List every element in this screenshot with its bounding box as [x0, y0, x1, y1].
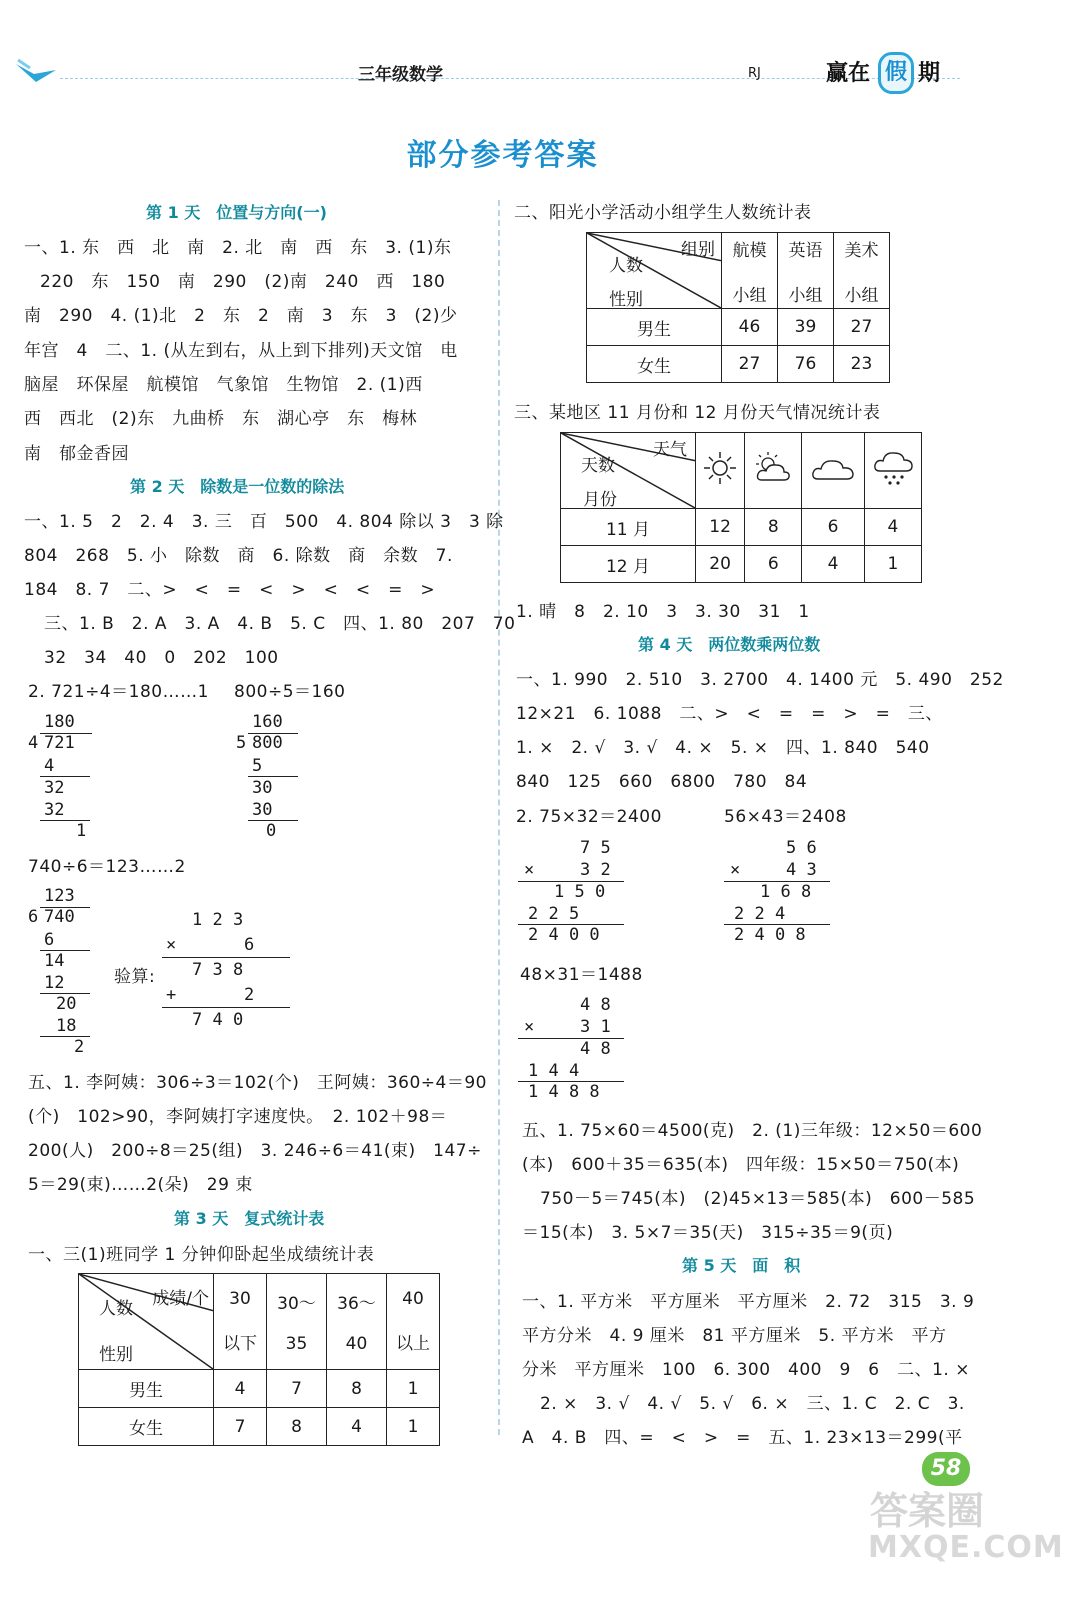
- operand: 1 2 3: [192, 910, 244, 930]
- row-label: 女生: [79, 1408, 214, 1446]
- table-cell: 8: [266, 1408, 326, 1446]
- rule: [162, 1007, 290, 1008]
- brand-text-1: 赢在: [826, 61, 871, 86]
- operand: 7 5: [580, 838, 611, 858]
- equation: 48×31＝1488: [520, 965, 643, 985]
- table-cell: 76: [778, 346, 834, 383]
- table-header: 航模 小组: [722, 233, 778, 309]
- equation: 740÷6＝123……2: [28, 857, 186, 877]
- page-number: 58: [922, 1452, 970, 1486]
- table-cell: 46: [722, 309, 778, 346]
- partial: 2 2 4: [734, 904, 786, 924]
- diag-label: 性别: [609, 290, 643, 310]
- header-edition: RJ: [748, 66, 761, 81]
- remainder: 2: [74, 1037, 85, 1057]
- day4-line: 1. × 2. √ 3. √ 4. × 5. × 四、1. 840 540: [516, 738, 930, 758]
- day5-line: 一、1. 平方米 平方厘米 平方厘米 2. 72 315 3. 9: [522, 1292, 975, 1312]
- rule: [162, 957, 290, 958]
- table-cell: 7: [266, 1370, 326, 1408]
- day4-line: ＝15(本) 3. 5×7＝35(天) 315÷35＝9(页): [522, 1223, 894, 1243]
- rule: [248, 776, 298, 777]
- row-label: 12 月: [561, 546, 696, 583]
- operand: 5 6: [786, 838, 817, 858]
- operand: 2: [244, 985, 255, 1005]
- day2-line: 三、1. B 2. A 3. A 4. B 5. C 四、1. 80 207 70: [44, 614, 516, 634]
- partial: 1 4 4: [528, 1061, 580, 1081]
- operand: 3 1: [580, 1017, 611, 1037]
- operand: 6: [244, 935, 255, 955]
- table-cell: 4: [214, 1370, 267, 1408]
- weather-answer: 1. 晴 8 2. 10 3 3. 30 31 1: [516, 602, 810, 622]
- step: 5: [252, 756, 263, 776]
- day1-line: 南 290 4. (1)北 2 东 2 南 3 东 3 (2)少: [24, 306, 458, 326]
- day2-title: 第 2 天 除数是一位数的除法: [130, 477, 345, 496]
- day2-line: 184 8. 7 二、> < = < > < < = >: [24, 580, 436, 600]
- diag-label: 天数: [581, 456, 615, 476]
- dividend: 800: [252, 733, 283, 753]
- check-label: 验算:: [114, 967, 156, 987]
- diag-label: 月份: [583, 490, 617, 510]
- table-cell: 6: [802, 509, 864, 546]
- operand: 4 8: [580, 995, 611, 1015]
- table3-title: 三、某地区 11 月份和 12 月份天气情况统计表: [514, 403, 881, 423]
- diag-label: 组别: [681, 240, 715, 260]
- table-cell: 20: [696, 546, 745, 583]
- day4-line: (本) 600＋35＝635(本) 四年级：15×50＝750(本): [522, 1155, 960, 1175]
- brand-text-2: 假: [878, 52, 914, 94]
- table2-title: 二、阳光小学活动小组学生人数统计表: [514, 203, 812, 223]
- product: 2 4 0 0: [528, 925, 600, 945]
- table-row: [587, 346, 890, 383]
- day2-line: 五、1. 李阿姨：306÷3＝102(个) 王阿姨：360÷4＝90: [28, 1073, 487, 1093]
- table-row: [79, 1408, 440, 1446]
- product: 1 4 8 8: [528, 1082, 600, 1102]
- equation: 56×43＝2408: [724, 807, 847, 827]
- day2-line: 200(人) 200÷8＝25(组) 3. 246÷6＝41(束) 147÷: [28, 1141, 482, 1161]
- divisor: 6: [28, 907, 39, 927]
- quotient: 180: [44, 712, 75, 732]
- row-label: 11 月: [561, 509, 696, 546]
- day4-line: 五、1. 75×60＝4500(克) 2. (1)三年级：12×50＝600: [522, 1121, 983, 1141]
- step: 20: [56, 994, 77, 1014]
- partial: 1 5 0: [554, 882, 606, 902]
- partly-cloudy-icon: [745, 433, 802, 509]
- diag-label: 人数: [609, 256, 643, 276]
- table-cell: 8: [745, 509, 802, 546]
- row-label: 男生: [587, 309, 722, 346]
- table-row: [561, 509, 922, 546]
- step: 6: [44, 930, 55, 950]
- operator: ×: [166, 935, 177, 955]
- day1-line: 南 郁金香园: [24, 444, 129, 464]
- page-title: 部分参考答案: [406, 138, 599, 173]
- sum: 7 4 0: [192, 1010, 244, 1030]
- operand: 4 3: [786, 860, 817, 880]
- product: 2 4 0 8: [734, 925, 806, 945]
- table-header: 36～ 40: [326, 1274, 386, 1370]
- table1-title: 一、三(1)班同学 1 分钟仰卧起坐成绩统计表: [28, 1245, 375, 1265]
- day1-line: 脑屋 环保屋 航模馆 气象馆 生物馆 2. (1)西: [24, 375, 423, 395]
- day5-line: 2. × 3. √ 4. √ 5. √ 6. × 三、1. C 2. C 3.: [540, 1394, 965, 1414]
- table-cell: 23: [834, 346, 890, 383]
- day2-line: 32 34 40 0 202 100: [44, 648, 279, 668]
- partial: 1 6 8: [760, 882, 812, 902]
- table-header: 美术 小组: [834, 233, 890, 309]
- stat-table: [586, 232, 890, 383]
- day1-line: 西 西北 (2)东 九曲桥 东 湖心亭 东 梅林: [24, 409, 418, 429]
- table-cell: 12: [696, 509, 745, 546]
- partial: 2 2 5: [528, 904, 580, 924]
- quotient: 160: [252, 712, 283, 732]
- table-cell: 7: [214, 1408, 267, 1446]
- diag-label: 性别: [99, 1345, 133, 1365]
- day4-line: 12×21 6. 1088 二、> < = = > = 三、: [516, 704, 943, 724]
- operator: ×: [730, 860, 741, 880]
- table-cell: 39: [778, 309, 834, 346]
- step: 32: [44, 778, 65, 798]
- table-cell: 8: [326, 1370, 386, 1408]
- step: 30: [252, 800, 273, 820]
- table-header: 30～ 35: [266, 1274, 326, 1370]
- table-header: 30 以下: [214, 1274, 267, 1370]
- equation: 800÷5＝160: [234, 682, 346, 702]
- sun-icon: [696, 433, 745, 509]
- table-cell: 27: [722, 346, 778, 383]
- table-cell: 1: [386, 1370, 439, 1408]
- day1-title: 第 1 天 位置与方向(一): [146, 203, 327, 222]
- dividend: 740: [44, 907, 75, 927]
- stat-table: [78, 1273, 440, 1446]
- table-cell: 4: [802, 546, 864, 583]
- day5-line: 分米 平方厘米 100 6. 300 400 9 6 二、1. ×: [522, 1360, 970, 1380]
- day5-title: 第 5 天 面 积: [682, 1256, 801, 1275]
- day1-line: 220 东 150 南 290 (2)南 240 西 180: [40, 272, 446, 292]
- cloud-icon: [802, 433, 864, 509]
- table-cell: 4: [326, 1408, 386, 1446]
- day4-line: 一、1. 990 2. 510 3. 2700 4. 1400 元 5. 490 252: [516, 670, 1004, 690]
- step: 30: [252, 778, 273, 798]
- row-label: 男生: [79, 1370, 214, 1408]
- quotient: 123: [44, 886, 75, 906]
- operand: 3 2: [580, 860, 611, 880]
- day4-line: 750－5＝745(本) (2)45×13＝585(本) 600－585: [540, 1189, 976, 1209]
- divisor: 4: [28, 733, 39, 753]
- table-cell: 4: [864, 509, 921, 546]
- diag-label: 成绩/个: [152, 1289, 209, 1309]
- row-label: 女生: [587, 346, 722, 383]
- day4-line: 840 125 660 6800 780 84: [516, 772, 808, 792]
- table-cell: 1: [386, 1408, 439, 1446]
- step: 12: [44, 973, 65, 993]
- diag-label: 天气: [653, 440, 687, 460]
- rule: [40, 776, 90, 777]
- watermark-url: MXQE.COM: [868, 1530, 1064, 1565]
- table-header: 英语 小组: [778, 233, 834, 309]
- dividend: 721: [44, 733, 75, 753]
- column-divider: [498, 200, 500, 1435]
- day5-line: A 4. B 四、= < > = 五、1. 23×13＝299(平: [522, 1428, 963, 1448]
- rain-icon: [864, 433, 921, 509]
- header-title: 三年级数学: [358, 65, 443, 85]
- day2-line: (个) 102>90，李阿姨打字速度快。 2. 102＋98＝: [28, 1107, 448, 1127]
- brand-logo: [826, 52, 966, 92]
- table-diagonal-header: [587, 233, 722, 309]
- table-header: 40 以上: [386, 1274, 439, 1370]
- brand-text-3: 期: [918, 61, 941, 86]
- header-rule: [60, 78, 960, 79]
- table-cell: 27: [834, 309, 890, 346]
- operator: ×: [524, 860, 535, 880]
- step: 18: [56, 1016, 77, 1036]
- operator: ×: [524, 1017, 535, 1037]
- header-logo-swoosh: [14, 56, 58, 86]
- day5-line: 平方分米 4. 9 厘米 81 平方厘米 5. 平方米 平方: [522, 1326, 947, 1346]
- equation: 2. 75×32＝2400: [516, 807, 662, 827]
- day3-title: 第 3 天 复式统计表: [174, 1209, 325, 1228]
- day2-line: 5＝29(束)……2(朵) 29 束: [28, 1175, 253, 1195]
- remainder: 0: [266, 821, 277, 841]
- table-row: [79, 1370, 440, 1408]
- divisor: 5: [236, 733, 247, 753]
- step: 4: [44, 756, 55, 776]
- day2-line: 一、1. 5 2 2. 4 3. 三 百 500 4. 804 除以 3 3 除: [24, 512, 504, 532]
- step: 32: [44, 800, 65, 820]
- table-row: [561, 546, 922, 583]
- day4-title: 第 4 天 两位数乘两位数: [638, 635, 821, 654]
- table-row: [587, 309, 890, 346]
- day2-line: 2. 721÷4＝180……1: [28, 682, 209, 702]
- table-diagonal-header: [79, 1274, 214, 1370]
- product: 7 3 8: [192, 960, 244, 980]
- day2-line: 804 268 5. 小 除数 商 6. 除数 商 余数 7.: [24, 546, 453, 566]
- watermark-logo: 答案圈: [870, 1489, 985, 1533]
- step: 14: [44, 951, 65, 971]
- day1-line: 年宫 4 二、1. (从左到右，从上到下排列)天文馆 电: [24, 341, 458, 361]
- day1-line: 一、1. 东 西 北 南 2. 北 南 西 东 3. (1)东: [24, 238, 452, 258]
- operator: +: [166, 985, 177, 1005]
- table-cell: 1: [864, 546, 921, 583]
- partial: 4 8: [580, 1039, 611, 1059]
- table-diagonal-header: [561, 433, 696, 509]
- remainder: 1: [76, 821, 87, 841]
- table-cell: 6: [745, 546, 802, 583]
- stat-table: [560, 432, 922, 583]
- diag-label: 人数: [99, 1299, 133, 1319]
